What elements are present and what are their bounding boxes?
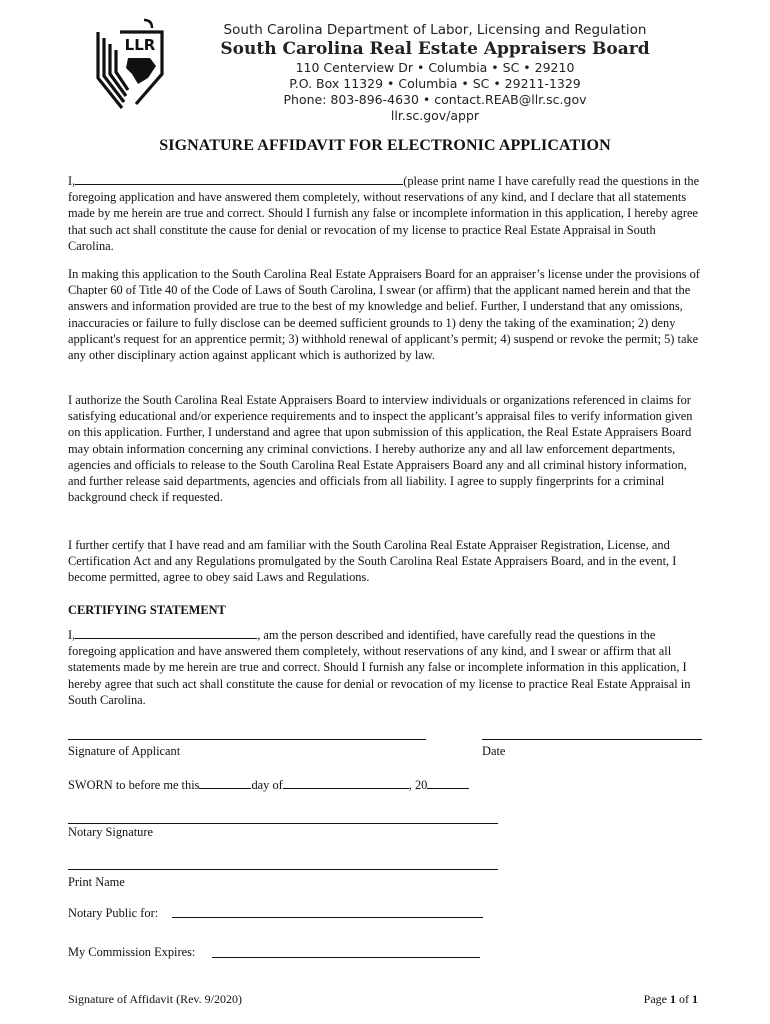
applicant-signature-label: Signature of Applicant [68,744,181,758]
certifying-paragraph [68,627,702,708]
certify-paragraph: I further certify that I have read and am familiar with the South Carolina Real Estate Appraiser Registration, License, and Certification Act and any Regulations promulgated by the South Carolina Real Estate Appraisers Board, and in the event, I become permitted, agree to obey said Laws and Regulations. [68,538,677,585]
dept-name: South Carolina Department of Labor, Licensing and Regulation [223,22,647,38]
certifying-heading: CERTIFYING STATEMENT [68,603,226,617]
applicant-signature-line[interactable] [68,739,426,740]
print-name-label: Print Name [68,875,125,889]
sworn-year-text: , 20 [408,778,428,792]
date-line[interactable] [482,739,702,740]
declaration-prefix: I, [68,174,76,188]
board-name: South Carolina Real Estate Appraisers Board [220,39,650,59]
declaration-text: (please print name I have carefully read the questions in the foregoing application and have answered them completely, without reservations of any kind, and I declare that all statements made by me herein are true and correct. Should I furnish any false or incomplete information in this application, I hereby agree that such act shall constitute the cause for denial or revocation of my license to practice Real Estate Appraisal in South Carolina. [68,174,700,253]
phone-line: Phone: 803-896-4630 • contact.REAB@llr.sc.gov [283,92,587,107]
footer-page-number [644,992,698,1007]
of-word: of [679,992,689,1006]
address-line-2: P.O. Box 11329 • Columbia • SC • 29211-1329 [289,76,581,91]
certifying-text: , am the person described and identified, have carefully read the questions in the foregoing application and have answered them completely, without reservations of any kind, and I swear or affirm that all statements made by me herein are true and correct. Should I furnish any false or incomplete information in this application, I hereby agree that such act shall constitute the cause for denial or revocation of my license to practice Real Estate Appraisal in South Carolina. [68,628,691,707]
page-total: 1 [692,992,698,1006]
print-name-line[interactable] [68,869,498,870]
declaration-paragraph [68,173,702,254]
sworn-day-blank[interactable] [199,777,251,789]
sworn-day-text: day of [251,778,283,792]
letterhead [0,0,770,128]
commission-line[interactable] [212,957,480,958]
sworn-prefix: SWORN to before me this [68,778,200,792]
oath-paragraph: In making this application to the South Carolina Real Estate Appraisers Board for an appraiser’s license under the provisions of Chapter 60 of Title 40 of the Code of Laws of South Carolina, I swear (or affirm) that the applicant named herein and that the answers and information provided are true to the best of my knowledge and belief. Further, I understand that any omissions, inaccuracies or failure to fully disclose can be deemed sufficient grounds to 1) deny the taking of the examination; 2) deny applicant's request for an apprentice permit; 3) withhold renewal of applicant’s permit; 4) suspend or revoke the permit; 5) take any other disciplinary action against applicant which is authorized by law. [68,267,700,363]
notary-signature-label: Notary Signature [68,825,153,839]
footer-form-id: Signature of Affidavit (Rev. 9/2020) [68,992,242,1006]
notary-public-label: Notary Public for: [68,906,159,920]
address-line-1: 110 Centerview Dr • Columbia • SC • 29210 [295,60,575,75]
notary-public-line[interactable] [172,917,483,918]
llr-logo [92,18,176,114]
page-word: Page [643,992,667,1006]
date-label: Date [482,744,506,758]
notary-signature-line[interactable] [68,823,498,824]
page-current: 1 [670,992,676,1006]
svg-text:LLR: LLR [124,36,156,54]
certifying-name-blank[interactable] [75,627,257,639]
commission-label: My Commission Expires: [68,945,196,959]
sworn-year-blank[interactable] [427,777,469,789]
print-name-blank[interactable] [75,173,403,185]
sworn-statement [68,777,469,793]
website-line: llr.sc.gov/appr [390,108,480,123]
page-title: SIGNATURE AFFIDAVIT FOR ELECTRONIC APPLICATION [159,137,611,154]
sworn-month-blank[interactable] [283,777,409,789]
certifying-prefix: I, [68,628,76,642]
authorization-paragraph: I authorize the South Carolina Real Estate Appraisers Board to interview individuals or organizations referenced in claims for satisfying educational and/or experience requirements and to inspect the applicant’s appraisal files to verify information given on this application. Further, I understand and agree that upon submission of this application, the Real Estate Appraisers Board may obtain information concerning any criminal convictions. I hereby authorize any and all law enforcement departments, agencies and officials to release to the South Carolina Real Estate Appraisers Board any and all criminal history information, and further release said departments, agencies and officials from all liability. I agree to supply fingerprints for a criminal background check if requested. [68,393,693,505]
